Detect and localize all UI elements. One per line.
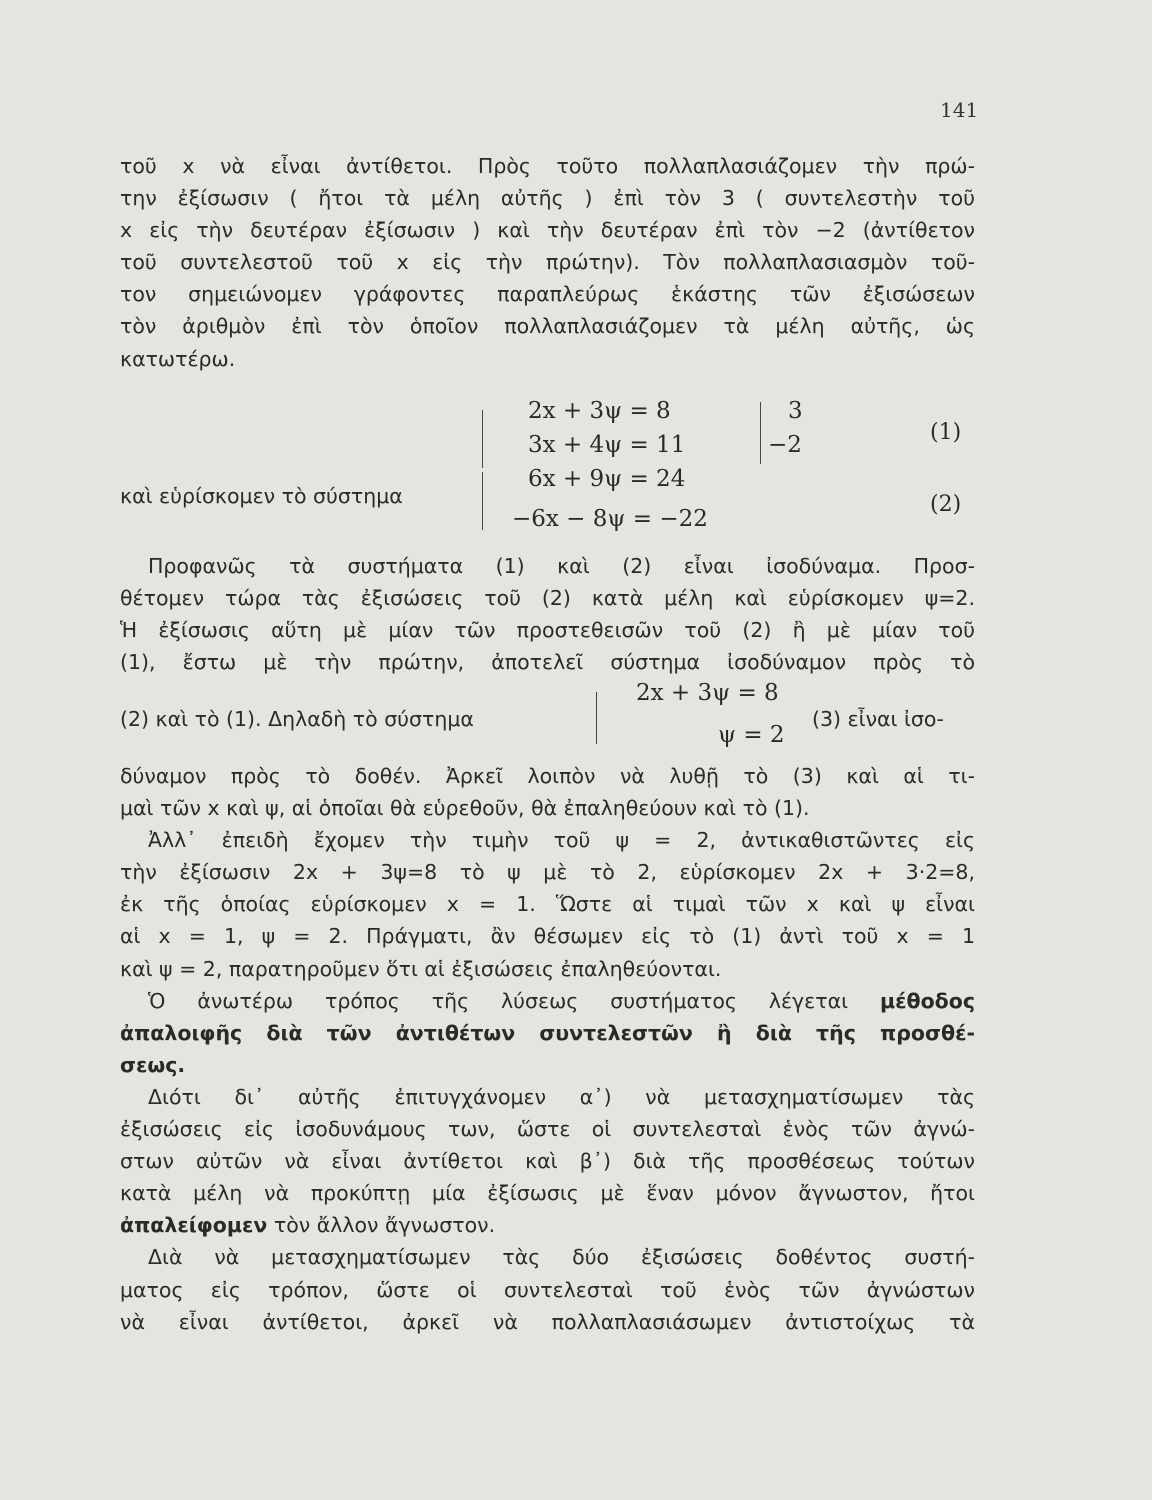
definition-term: μέθοδος [880, 988, 975, 1013]
text-fragment: τὸν ἄλλον ἄγνωστον. [273, 1213, 496, 1238]
text-line: τὸν ἀριθμὸν ἐπὶ τὸν ὁποῖον πολλαπλασιάζομεν τὰ μέλη αὐτῆς, ὡς [120, 314, 975, 339]
text-line: Διὰ νὰ μετασχηματίσωμεν τὰς δύο ἐξισώσεις δοθέντος συστή- [148, 1245, 975, 1270]
definition-term-line: ἀπαλοιφῆς διὰ τῶν ἀντιθέτων συντελεστῶν ἢ διὰ τῆς προσθέ- [120, 1020, 975, 1045]
text-line: τὴν ἐξίσωσιν 2x + 3ψ=8 τὸ ψ μὲ τὸ 2, εὑρίσκομεν 2x + 3·2=8, [120, 860, 975, 885]
text-line: θέτομεν τώρα τὰς ἐξισώσεις τοῦ (2) κατὰ μέλη καὶ εὑρίσκομεν ψ=2. [120, 586, 975, 611]
equation-2-2: −6x − 8ψ = −22 [512, 506, 708, 532]
text-line: ἐξισώσεις εἰς ἰσοδυνάμους των, ὥστε οἱ συντελεσταὶ ἑνὸς τῶν ἀγνώ- [120, 1117, 975, 1142]
equation-2-1: 6x + 9ψ = 24 [528, 466, 686, 492]
system-3-brace [596, 692, 597, 744]
paragraph-2 [120, 550, 975, 678]
text-line: Ἡ ἐξίσωσις αὕτη μὲ μίαν τῶν προστεθεισῶν τοῦ (2) ἢ μὲ μίαν τοῦ [120, 618, 975, 643]
text-line: κατὰ μέλη νὰ προκύπτῃ μία ἐξίσωσις μὲ ἕναν μόνον ἄγνωστον, ἤτοι [120, 1181, 975, 1206]
text-line [120, 1209, 975, 1241]
text-line: Προφανῶς τὰ συστήματα (1) καὶ (2) εἶναι ἰσοδύναμα. Προσ- [148, 554, 975, 578]
text-line: κατωτέρω. [120, 346, 236, 371]
definition-text: Ὁ ἀνωτέρω τρόπος τῆς λύσεως συστήματος λέγεται [148, 988, 849, 1013]
system-1-brace [482, 410, 483, 468]
multiplier-2: −2 [768, 432, 802, 458]
multiplier-divider [760, 402, 761, 464]
text-line: x εἰς τὴν δευτέραν ἐξίσωσιν ) καὶ τὴν δευτέραν ἐπὶ τὸν −2 (ἀντίθετον [120, 218, 975, 243]
paragraph-2-continued [120, 760, 975, 1338]
equation-1-2: 3x + 4ψ = 11 [528, 432, 686, 458]
text-line: (1), ἔστω μὲ τὴν πρώτην, ἀποτελεῖ σύστημα ἰσοδύναμον πρὸς τὸ [120, 650, 975, 675]
system-2-brace [482, 472, 483, 530]
text-line: νὰ εἶναι ἀντίθετοι, ἀρκεῖ νὰ πολλαπλασιάσωμεν ἀντιστοίχως τὰ [120, 1309, 975, 1334]
text-line: ματος εἰς τρόπον, ὥστε οἱ συντελεσταὶ τοῦ ἑνὸς τῶν ἀγνώστων [120, 1277, 975, 1302]
text-line [120, 985, 975, 1017]
system-1-label: (1) [930, 420, 962, 445]
system-3-after: (3) εἶναι ἰσο- [812, 707, 944, 731]
text-line: αἱ x = 1, ψ = 2. Πράγματι, ἂν θέσωμεν εἰς τὸ (1) ἀντὶ τοῦ x = 1 [120, 924, 975, 949]
text-line: τοῦ x νὰ εἶναι ἀντίθετοι. Πρὸς τοῦτο πολλαπλασιάζομεν τὴν πρώ- [120, 154, 975, 178]
system-2-intro: καὶ εὑρίσκομεν τὸ σύστημα [120, 484, 403, 508]
equation-3-2: ψ = 2 [718, 722, 785, 748]
text-line: Ἀλλ᾽ ἐπειδὴ ἔχομεν τὴν τιμὴν τοῦ ψ = 2, ἀντικαθιστῶντες εἰς [148, 828, 975, 853]
system-2-label: (2) [930, 492, 962, 517]
system-3-before: (2) καὶ τὸ (1). Δηλαδὴ τὸ σύστημα [120, 707, 474, 731]
text-line: στων αὐτῶν νὰ εἶναι ἀντίθετοι καὶ β᾽) διὰ τῆς προσθέσεως τούτων [120, 1149, 975, 1174]
definition-term-line: σεως. [120, 1052, 186, 1077]
equation-3-1: 2x + 3ψ = 8 [636, 680, 779, 706]
text-line: ἐκ τῆς ὁποίας εὑρίσκομεν x = 1. Ὥστε αἱ τιμαὶ τῶν x καὶ ψ εἶναι [120, 892, 975, 917]
text-line: την ἐξίσωσιν ( ἤτοι τὰ μέλη αὐτῆς ) ἐπὶ τὸν 3 ( συντελεστὴν τοῦ [120, 186, 975, 211]
text-line: τοῦ συντελεστοῦ τοῦ x εἰς τὴν πρώτην). Τὸν πολλαπλασιασμὸν τοῦ- [120, 250, 975, 275]
text-line: καὶ ψ = 2, παρατηροῦμεν ὅτι αἱ ἐξισώσεις ἐπαληθεύονται. [120, 956, 722, 981]
equation-1-1: 2x + 3ψ = 8 [528, 398, 671, 424]
paragraph-1 [120, 150, 975, 375]
text-line: Διότι δι᾽ αὐτῆς ἐπιτυγχάνομεν α᾽) νὰ μετασχηματίσωμεν τὰς [148, 1084, 975, 1109]
emphasis-term: ἀπαλείφομεν [120, 1213, 268, 1238]
text-line: τον σημειώνομεν γράφοντες παραπλεύρως ἑκάστης τῶν ἐξισώσεων [120, 282, 975, 307]
page-number: 141 [940, 98, 979, 122]
text-line: μαὶ τῶν x καὶ ψ, αἱ ὁποῖαι θὰ εὑρεθοῦν, θὰ ἐπαληθεύουν καὶ τὸ (1). [120, 796, 810, 821]
text-line: δύναμον πρὸς τὸ δοθέν. Ἀρκεῖ λοιπὸν νὰ λυθῇ τὸ (3) καὶ αἱ τι- [120, 764, 975, 788]
multiplier-1: 3 [788, 398, 803, 424]
